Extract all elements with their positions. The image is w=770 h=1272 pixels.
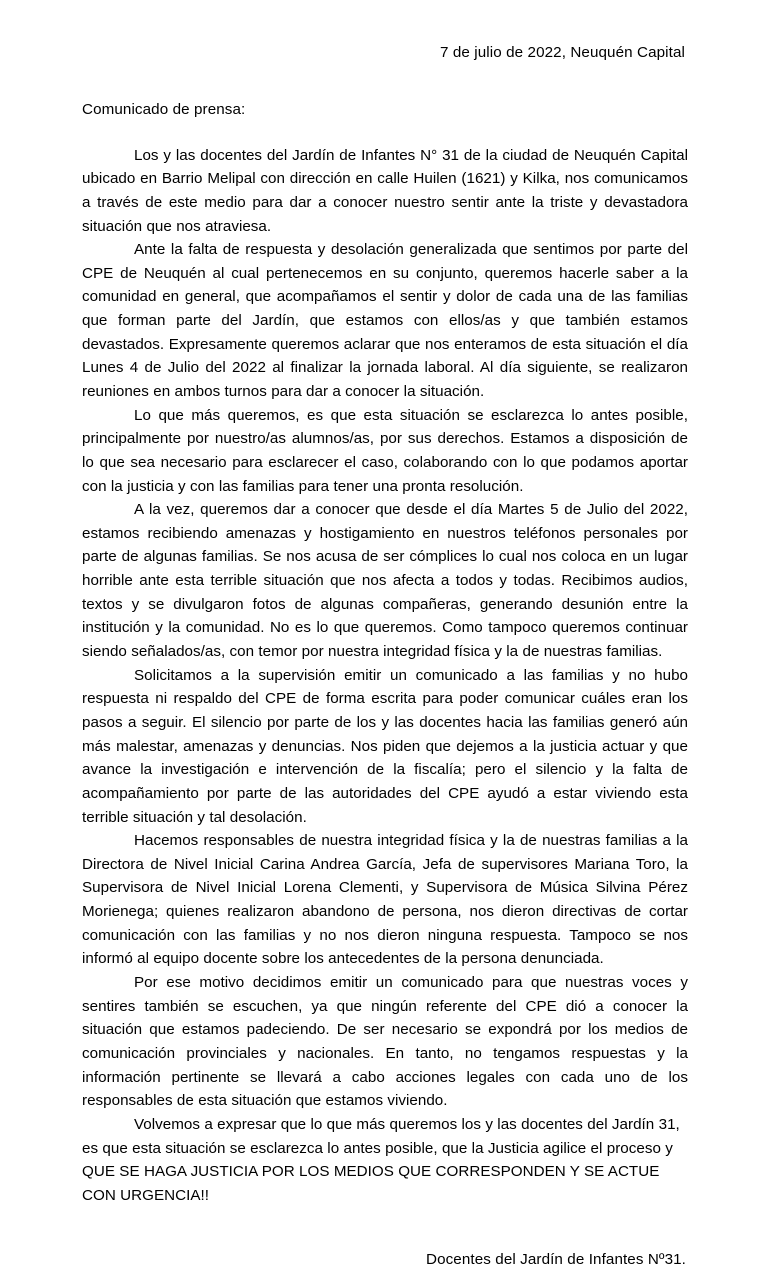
document-body — [82, 144, 688, 1208]
paragraph-3: Lo que más queremos, es que esta situación se esclarezca lo antes posible, principalmente por nuestro/as alumnos/as, por sus derechos. Estamos a disposición de lo que sea necesario para esclarecer el caso, colaborando con lo que podamos aportar con la justicia y con las familias para tener una pronta resolución. — [82, 406, 688, 495]
paragraph-6: Hacemos responsables de nuestra integridad física y la de nuestras familias a la Directora de Nivel Inicial Carina Andrea García, Jefa de supervisores Mariana Toro, la Supervisora de Nivel Inicial Lorena Clementi, y Supervisora de Música Silvina Pérez Morienega; quienes realizaron abandono de persona, nos dieron directivas de cortar comunicación con las familias y no nos dieron ninguna respuesta. Tampoco se nos informó al equipo docente sobre los antecedentes de la persona denunciada. — [82, 832, 688, 968]
paragraph-4: A la vez, queremos dar a conocer que desde el día Martes 5 de Julio del 2022, estamos recibiendo amenazas y hostigamiento en nuestros teléfonos personales por parte de algunas familias. Se nos acusa de ser cómplices lo cual nos coloca en un lugar horrible ante esta terrible situación que nos afecta a todos y todas. Recibimos audios, textos y se divulgaron fotos de algunas compañeras, generando desunión entre la institución y la comunidad. No es lo que queremos. Como tampoco queremos continuar siendo señalados/as, con temor por nuestra integridad física y la de nuestras familias. — [82, 501, 688, 661]
paragraph-2: Ante la falta de respuesta y desolación generalizada que sentimos por parte del CPE de Neuquén al cual pertenecemos en su conjunto, queremos hacerle saber a la comunidad en general, que acompañamos el sentir y dolor de cada una de las familias que forman parte del Jardín, que estamos con ellos/as y que también estamos devastados. Expresamente queremos aclarar que nos enteramos de esta situación el día Lunes 4 de Julio del 2022 al finalizar la jornada laboral. Al día siguiente, se realizaron reuniones en ambos turnos para dar a conocer la situación. — [82, 241, 688, 400]
document-date-line: 7 de julio de 2022, Neuquén Capital — [440, 44, 685, 61]
paragraph-7: Por ese motivo decidimos emitir un comunicado para que nuestras voces y sentires también se escuchen, ya que ningún referente del CPE dió a conocer la situación que estamos padeciendo. De ser necesario se expondrá por los medios de comunicación provinciales y nacionales. En tanto, no tengamos respuestas y la información pertinente se llevará a cabo acciones legales con cada uno de los responsables de esta situación que estamos viviendo. — [82, 974, 688, 1110]
document-signature: Docentes del Jardín de Infantes Nº31. — [426, 1251, 686, 1269]
paragraph-8-closing: Volvemos a expresar que lo que más queremos los y las docentes del Jardín 31, es que esta situación se esclarezca lo antes posible, que la Justicia agilice el proceso y QUE SE HAGA JUSTICIA POR LOS MEDIOS QUE CORRESPONDEN Y SE ACTUE CON URGENCIA!! — [82, 1115, 680, 1204]
paragraph-1: Los y las docentes del Jardín de Infantes N° 31 de la ciudad de Neuquén Capital ubicado en Barrio Melipal con dirección en calle Huilen (1621) y Kilka, nos comunicamos a través de este medio para dar a conocer nuestro sentir ante la triste y devastadora situación que nos atraviesa. — [82, 146, 688, 235]
paragraph-5: Solicitamos a la supervisión emitir un comunicado a las familias y no hubo respuesta ni respaldo del CPE de forma escrita para poder comunicar cuáles eran los pasos a seguir. El silencio por parte de los y las docentes hacia las familias generó aún más malestar, amenazas y denuncias. Nos piden que dejemos a la justicia actuar y que avance la investigación e intervención de la fiscalía; pero el silencio y la falta de acompañamiento por parte de las autoridades del CPE ayudó a estar viviendo esta terrible situación y tal desolación. — [82, 666, 688, 826]
signature-spacer — [82, 1207, 688, 1249]
document-salutation: Comunicado de prensa: — [82, 100, 246, 118]
